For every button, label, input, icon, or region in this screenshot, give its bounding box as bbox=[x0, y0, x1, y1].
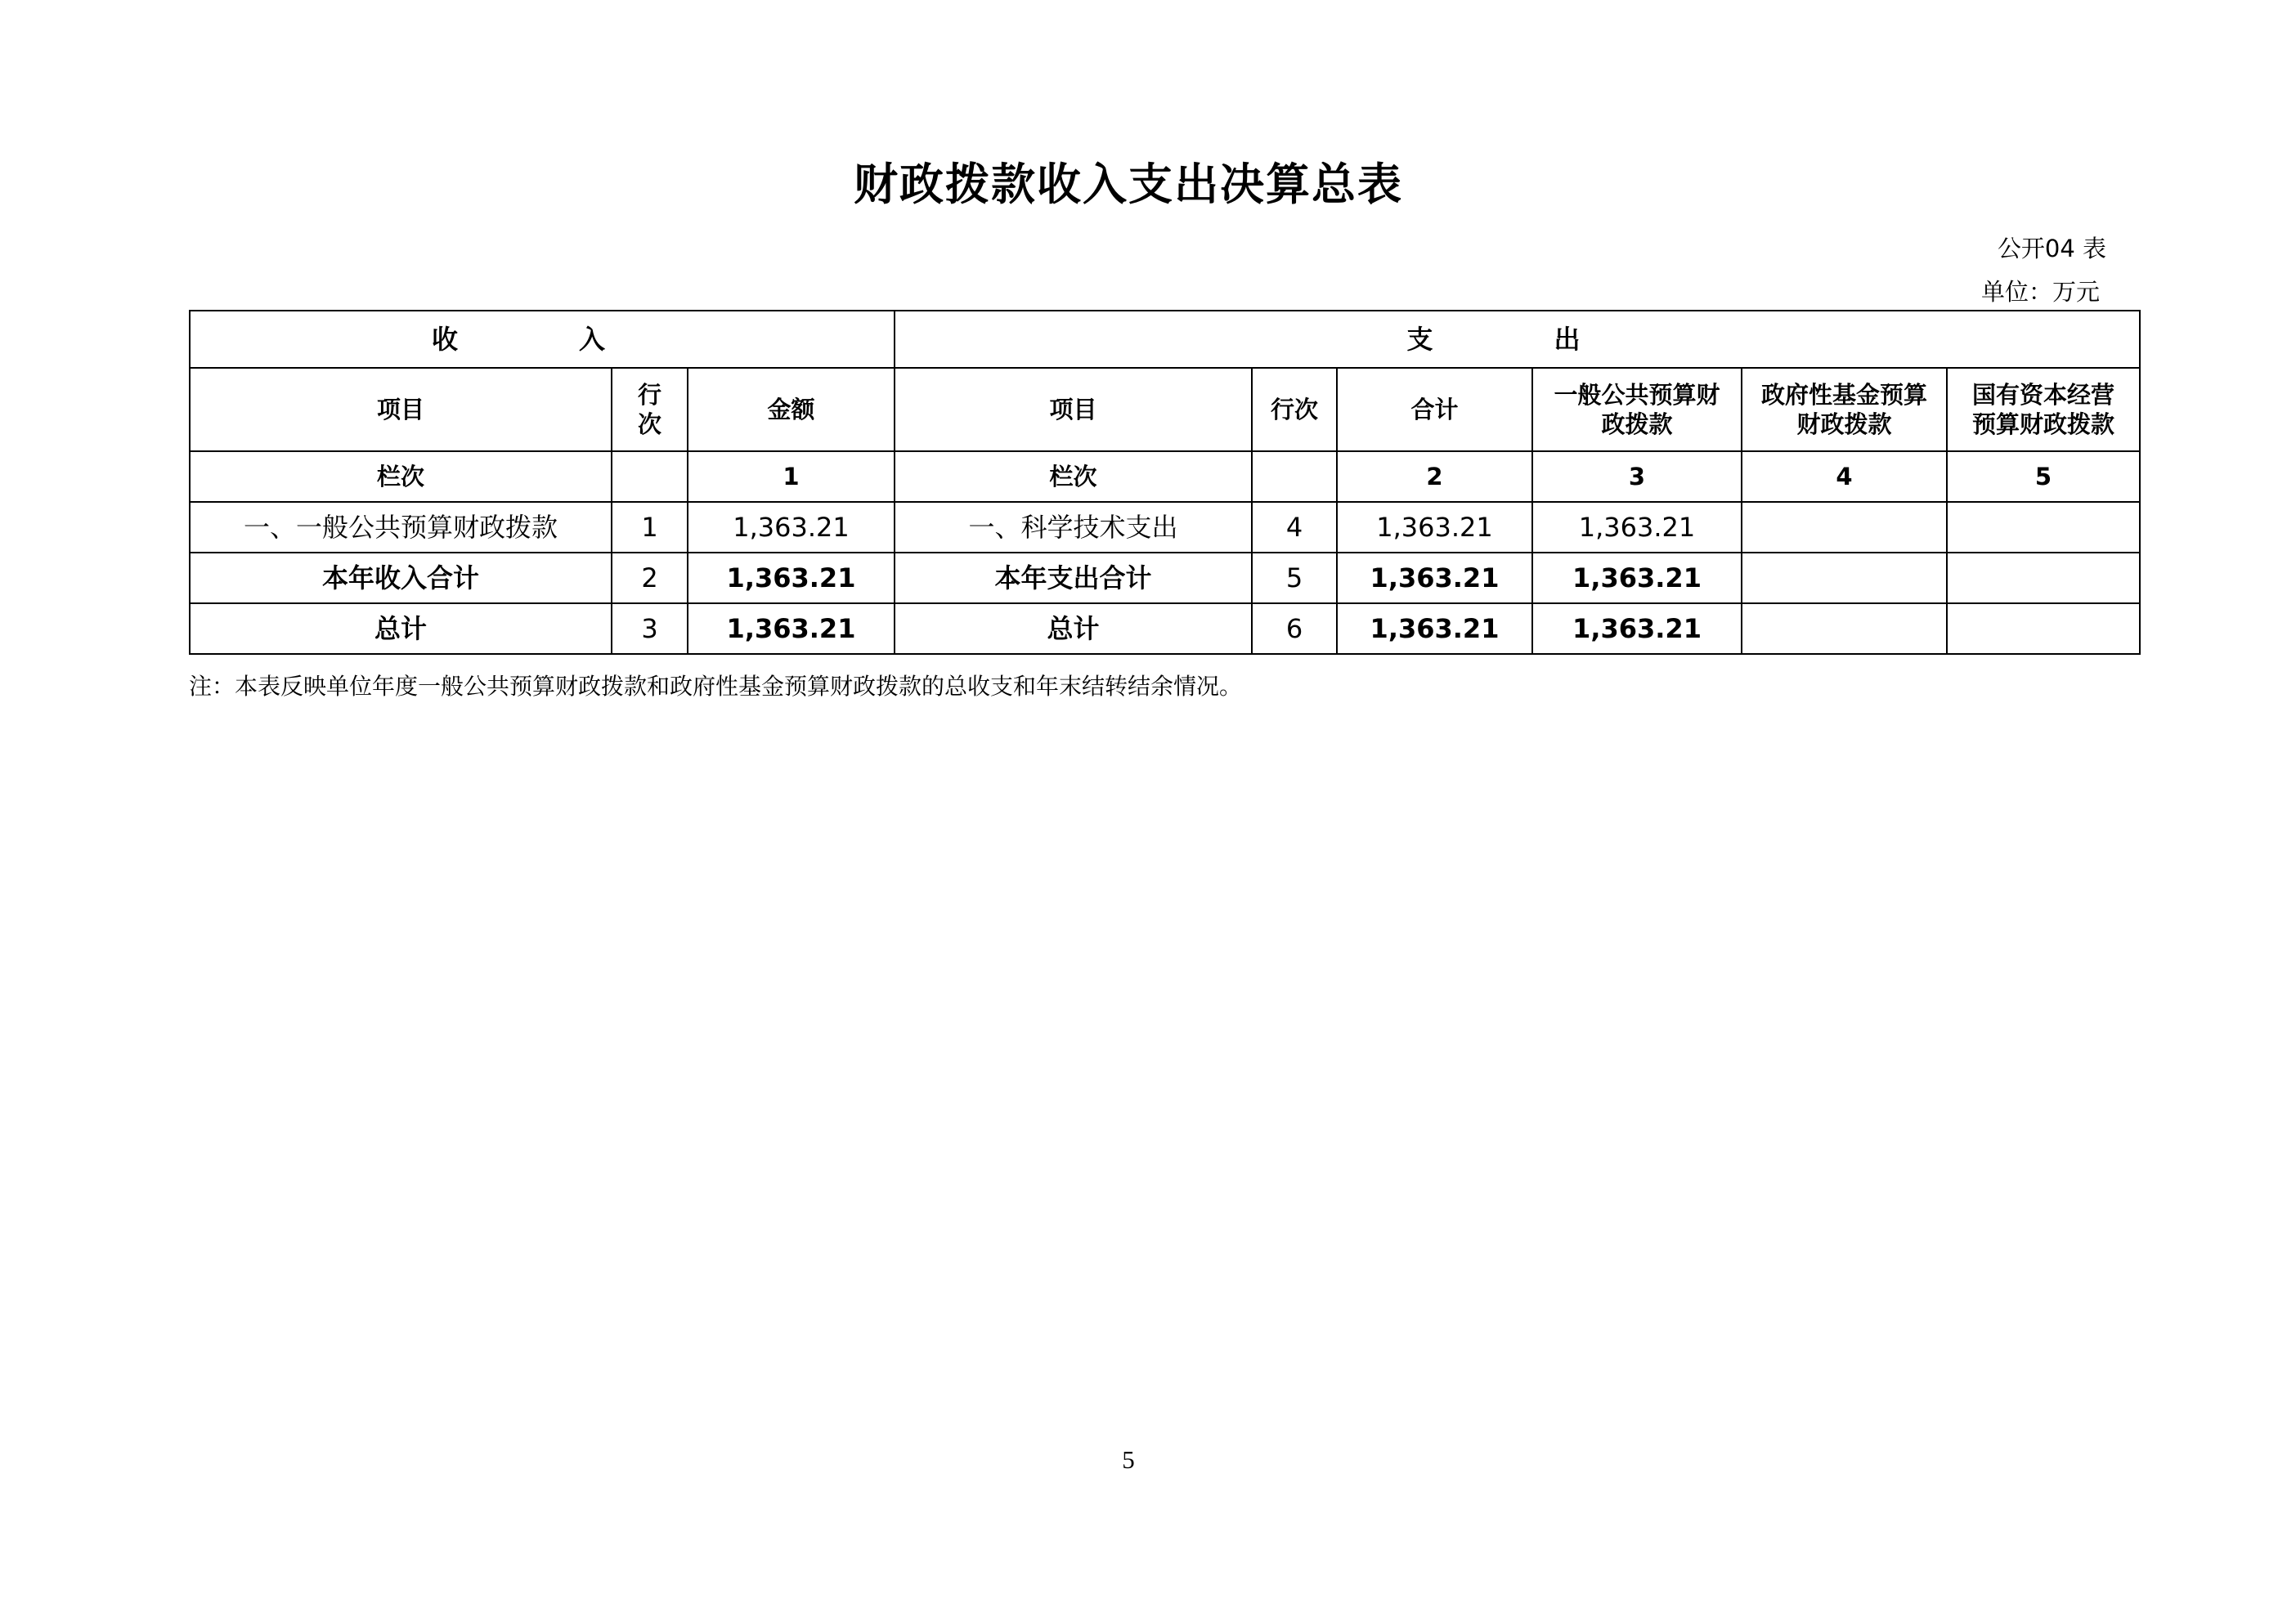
general-budget-amount: 1,363.21 bbox=[1532, 553, 1742, 603]
general-budget-amount: 1,363.21 bbox=[1532, 603, 1742, 654]
header-state-capital: 国有资本经营预算财政拨款 bbox=[1947, 368, 2140, 451]
col-label-income: 栏次 bbox=[190, 451, 612, 502]
total-amount: 1,363.21 bbox=[1337, 553, 1532, 603]
header-gov-fund: 政府性基金预算财政拨款 bbox=[1742, 368, 1947, 451]
income-item: 本年收入合计 bbox=[190, 553, 612, 603]
gov-fund-amount bbox=[1742, 502, 1947, 553]
col-income-row bbox=[612, 451, 688, 502]
header-total: 合计 bbox=[1337, 368, 1532, 451]
income-section-header bbox=[190, 311, 895, 368]
expense-row-no: 5 bbox=[1252, 553, 1337, 603]
table-note: 注：本表反映单位年度一般公共预算财政拨款和政府性基金预算财政拨款的总收支和年末结转结余情况。 bbox=[189, 673, 1243, 700]
state-capital-amount bbox=[1947, 603, 2140, 654]
gov-fund-amount bbox=[1742, 603, 1947, 654]
expense-section-label: 支 出 bbox=[1406, 324, 1628, 355]
unit-label: 单位：万元 bbox=[1980, 278, 2100, 306]
state-capital-amount bbox=[1947, 553, 2140, 603]
form-code: 公开04 表 bbox=[1997, 235, 2106, 262]
expense-item: 本年支出合计 bbox=[895, 553, 1252, 603]
header-income-item: 项目 bbox=[190, 368, 612, 451]
header-income-amount: 金额 bbox=[688, 368, 895, 451]
income-row-no: 1 bbox=[612, 502, 688, 553]
col-number-3: 3 bbox=[1532, 451, 1742, 502]
table-row bbox=[190, 603, 2140, 654]
col-number-5: 5 bbox=[1947, 451, 2140, 502]
header-income-row: 行次 bbox=[612, 368, 688, 451]
gov-fund-amount bbox=[1742, 553, 1947, 603]
col-number-2: 2 bbox=[1337, 451, 1532, 502]
expense-item: 总计 bbox=[895, 603, 1252, 654]
col-expense-row bbox=[1252, 451, 1337, 502]
expense-item: 一、科学技术支出 bbox=[895, 502, 1252, 553]
fiscal-summary-table bbox=[189, 310, 2141, 655]
expense-section-header bbox=[895, 311, 2140, 368]
header-general-budget: 一般公共预算财政拨款 bbox=[1532, 368, 1742, 451]
header-expense-item: 项目 bbox=[895, 368, 1252, 451]
income-item: 一、一般公共预算财政拨款 bbox=[190, 502, 612, 553]
total-amount: 1,363.21 bbox=[1337, 502, 1532, 553]
income-row-no: 3 bbox=[612, 603, 688, 654]
table-row bbox=[190, 502, 2140, 553]
general-budget-amount: 1,363.21 bbox=[1532, 502, 1742, 553]
income-section-label: 收 入 bbox=[431, 324, 652, 355]
income-amount: 1,363.21 bbox=[688, 553, 895, 603]
total-amount: 1,363.21 bbox=[1337, 603, 1532, 654]
header-expense-row: 行次 bbox=[1252, 368, 1337, 451]
col-number-4: 4 bbox=[1742, 451, 1947, 502]
col-label-expense: 栏次 bbox=[895, 451, 1252, 502]
income-amount: 1,363.21 bbox=[688, 502, 895, 553]
table-row bbox=[190, 553, 2140, 603]
income-row-no: 2 bbox=[612, 553, 688, 603]
col-number-1: 1 bbox=[688, 451, 895, 502]
income-amount: 1,363.21 bbox=[688, 603, 895, 654]
state-capital-amount bbox=[1947, 502, 2140, 553]
income-item: 总计 bbox=[190, 603, 612, 654]
expense-row-no: 4 bbox=[1252, 502, 1337, 553]
page-title: 财政拨款收入支出决算总表 bbox=[854, 159, 1403, 210]
expense-row-no: 6 bbox=[1252, 603, 1337, 654]
page-number: 5 bbox=[1122, 1445, 1135, 1474]
